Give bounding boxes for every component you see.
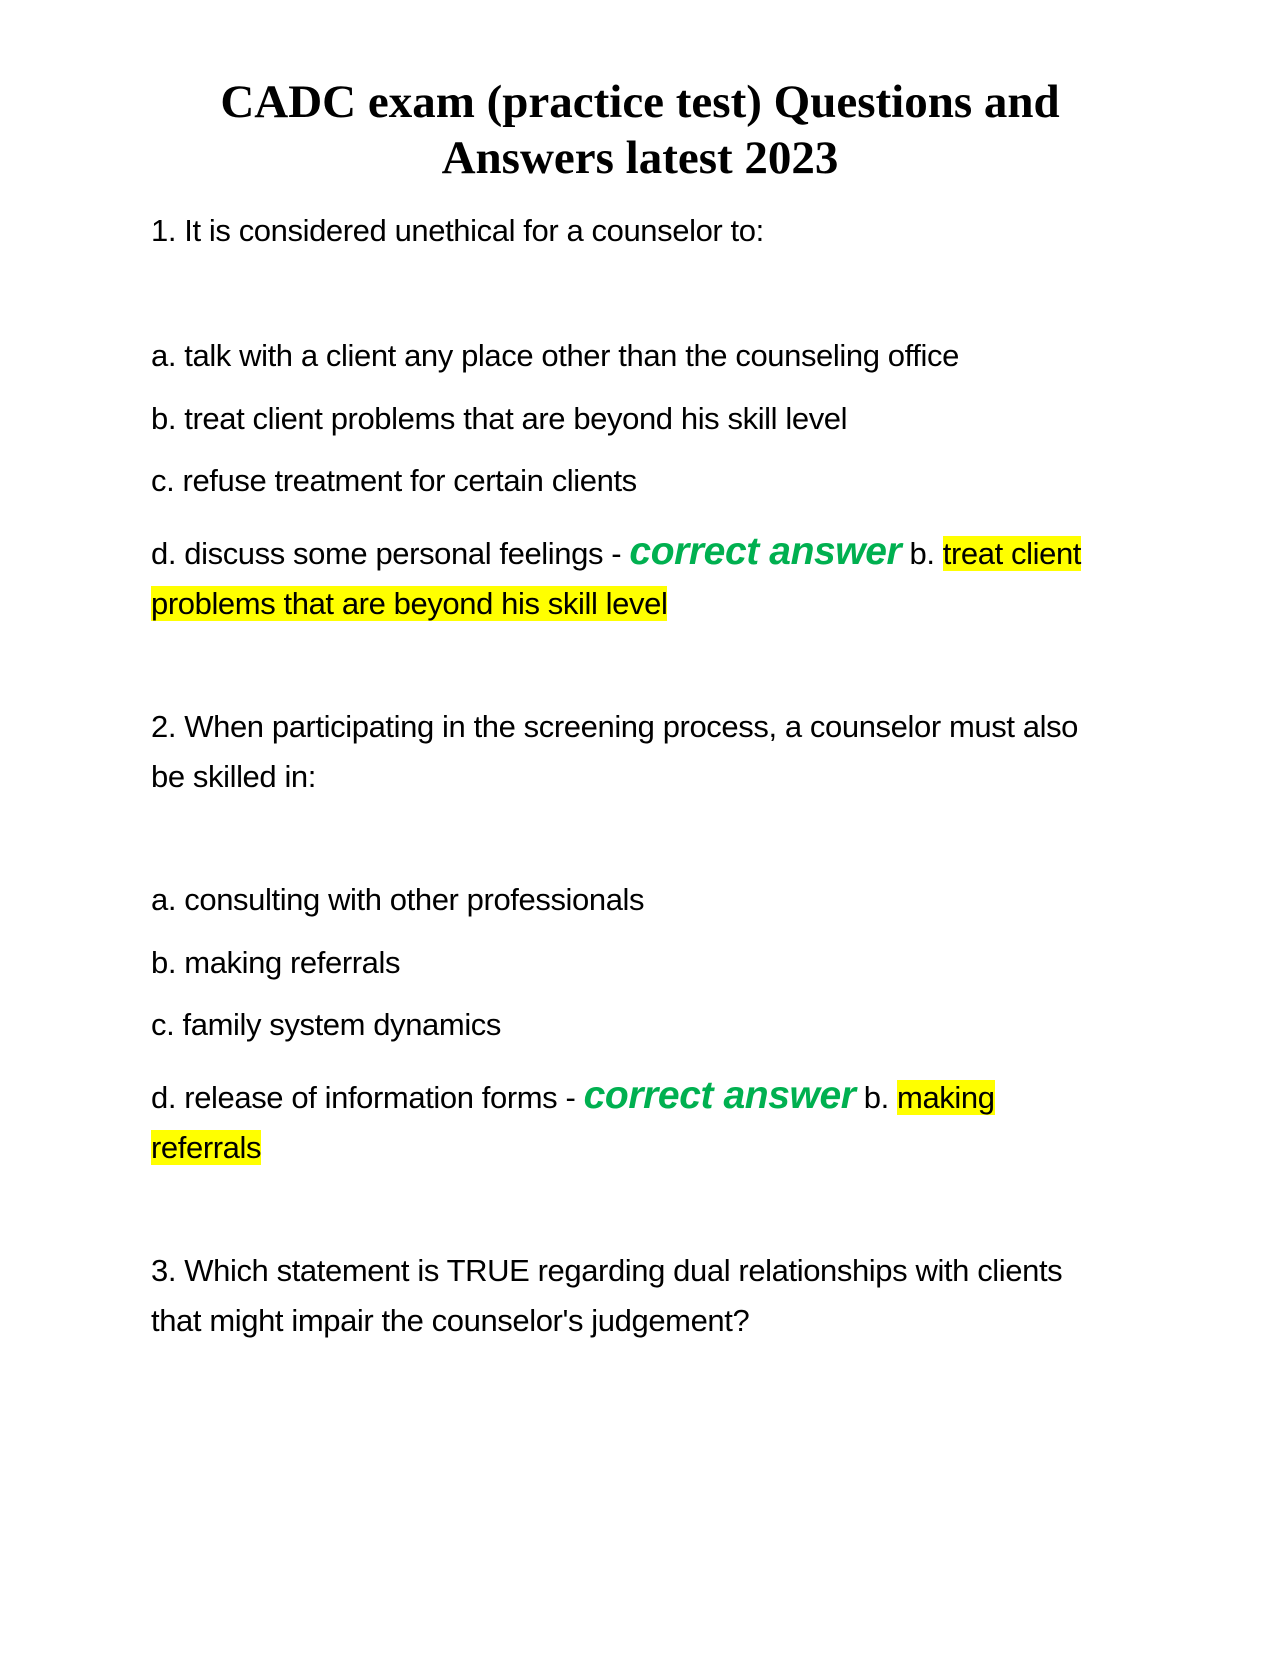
answer-prefix: b. — [901, 536, 943, 571]
correct-answer-label: correct answer — [629, 530, 902, 573]
answer-prefix: b. — [855, 1080, 898, 1115]
question-2-option-a: a. consulting with other professionals — [151, 882, 645, 917]
document-title: CADC exam (practice test) Questions and Answers latest 2023 — [220, 76, 1060, 184]
question-2-option-d-answer — [151, 1071, 1111, 1173]
highlighted-answer: making referrals — [151, 1080, 995, 1165]
question-2-option-d: d. release of information forms - — [151, 1080, 584, 1115]
question-1-option-a: a. talk with a client any place other than the counseling office — [151, 338, 959, 373]
question-1-option-d-answer — [151, 527, 1111, 629]
correct-answer-label: correct answer — [583, 1074, 856, 1117]
highlighted-answer: treat client problems that are beyond his skill level — [151, 536, 1081, 621]
question-2-text: 2. When participating in the screening process, a counselor must also be skilled in: — [151, 709, 1079, 794]
question-3-text: 3. Which statement is TRUE regarding dual relationships with clients that might impair the counselor's judgement? — [151, 1253, 1063, 1338]
question-2-option-c: c. family system dynamics — [151, 1007, 502, 1042]
question-2-option-b: b. making referrals — [151, 945, 401, 980]
question-1-text: 1. It is considered unethical for a counselor to: — [151, 213, 764, 248]
question-1-option-c: c. refuse treatment for certain clients — [151, 463, 637, 498]
question-1-option-b: b. treat client problems that are beyond his skill level — [151, 401, 848, 436]
question-1-option-d: d. discuss some personal feelings - — [151, 536, 630, 571]
